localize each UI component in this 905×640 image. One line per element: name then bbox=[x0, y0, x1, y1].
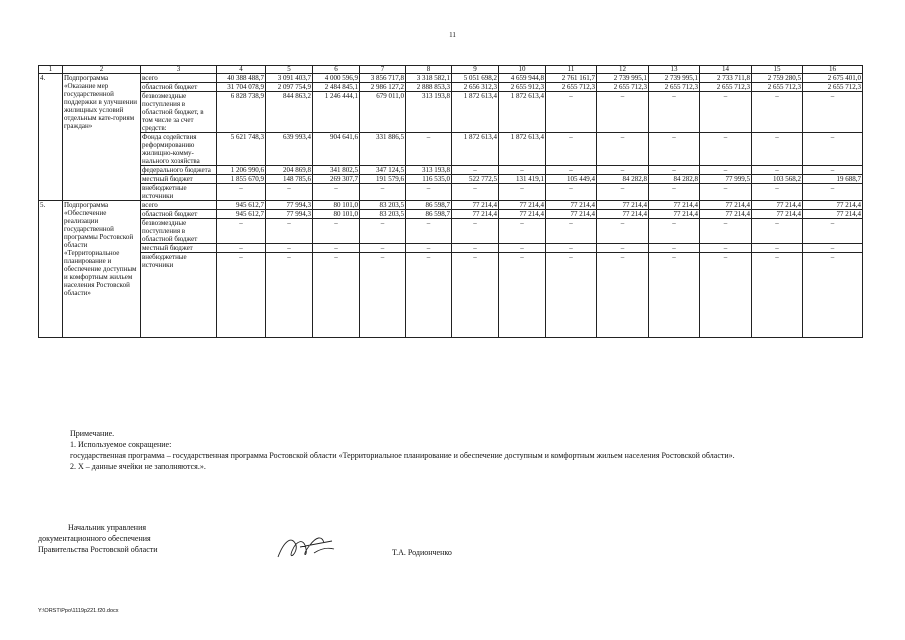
funding-source: безвозмездные поступления в областной бюджет bbox=[141, 219, 217, 244]
amount-cell: – bbox=[803, 92, 863, 133]
subprogram-title: Подпрограмма «Оказание мер государственной поддержки в улучшении жилищных условий отдельным кате-гориям граждан» bbox=[63, 74, 141, 201]
file-path: Y:\ORST\Ppo\1119p221.f20.docx bbox=[38, 608, 119, 614]
amount-cell: 77 214,4 bbox=[499, 210, 546, 219]
amount-cell: – bbox=[406, 219, 452, 244]
column-header: 2 bbox=[63, 66, 141, 74]
amount-cell: – bbox=[803, 219, 863, 244]
amount-cell: – bbox=[649, 166, 700, 175]
amount-cell: 77 214,4 bbox=[803, 210, 863, 219]
amount-cell: – bbox=[597, 253, 649, 338]
table-row bbox=[39, 133, 863, 166]
amount-cell: 204 869,8 bbox=[266, 166, 313, 175]
amount-cell: 522 772,5 bbox=[452, 175, 499, 184]
funding-source: местный бюджет bbox=[141, 244, 217, 253]
amount-cell: 2 759 280,5 bbox=[752, 74, 803, 83]
column-header: 12 bbox=[597, 66, 649, 74]
amount-cell: – bbox=[649, 244, 700, 253]
amount-cell: 83 203,5 bbox=[360, 201, 406, 210]
funding-source: федерального бюджета bbox=[141, 166, 217, 175]
notes-block bbox=[38, 428, 862, 472]
amount-cell: 77 999,5 bbox=[700, 175, 752, 184]
amount-cell: 2 675 401,0 bbox=[803, 74, 863, 83]
funding-source: внебюджетные источники bbox=[141, 253, 217, 338]
amount-cell: 77 214,4 bbox=[452, 210, 499, 219]
amount-cell: 83 203,5 bbox=[360, 210, 406, 219]
amount-cell: 3 091 403,7 bbox=[266, 74, 313, 83]
amount-cell: – bbox=[313, 244, 360, 253]
column-header: 6 bbox=[313, 66, 360, 74]
amount-cell: 2 986 127,2 bbox=[360, 83, 406, 92]
amount-cell: – bbox=[546, 133, 597, 166]
amount-cell: – bbox=[266, 244, 313, 253]
row-number: 5. bbox=[39, 201, 63, 338]
amount-cell: – bbox=[499, 253, 546, 338]
notes-item-2: 2. Х – данные ячейки не заполняются.». bbox=[70, 462, 206, 471]
amount-cell: – bbox=[452, 244, 499, 253]
funding-source: областной бюджет bbox=[141, 210, 217, 219]
amount-cell: – bbox=[217, 244, 266, 253]
amount-cell: – bbox=[266, 253, 313, 338]
table-row bbox=[39, 74, 863, 83]
amount-cell: 2 656 312,3 bbox=[452, 83, 499, 92]
amount-cell: 2 888 853,3 bbox=[406, 83, 452, 92]
table-row bbox=[39, 253, 863, 338]
page-number: 11 bbox=[449, 31, 456, 39]
amount-cell: 19 688,7 bbox=[803, 175, 863, 184]
amount-cell: – bbox=[803, 244, 863, 253]
amount-cell: – bbox=[499, 166, 546, 175]
amount-cell: 2 655 712,3 bbox=[597, 83, 649, 92]
funding-source: всего bbox=[141, 74, 217, 83]
amount-cell: 103 568,2 bbox=[752, 175, 803, 184]
funding-source: безвозмездные поступления в областной бюджет, в том числе за счет средств: bbox=[141, 92, 217, 133]
amount-cell: 347 124,5 bbox=[360, 166, 406, 175]
amount-cell: 77 214,4 bbox=[700, 201, 752, 210]
amount-cell: – bbox=[752, 219, 803, 244]
amount-cell: 5 621 748,3 bbox=[217, 133, 266, 166]
amount-cell: 1 872 613,4 bbox=[452, 92, 499, 133]
column-header: 14 bbox=[700, 66, 752, 74]
notes-item-1-text: государственная программа – государственная программа Ростовской области «Территориальное планирование и обеспечение доступным и комфортным жильем населения Ростовской области». bbox=[70, 451, 735, 460]
notes-item-1: 1. Используемое сокращение: bbox=[70, 440, 172, 449]
amount-cell: 77 214,4 bbox=[546, 201, 597, 210]
amount-cell: 86 598,7 bbox=[406, 201, 452, 210]
amount-cell: – bbox=[360, 184, 406, 201]
table-row bbox=[39, 184, 863, 201]
amount-cell: 2 655 712,3 bbox=[700, 83, 752, 92]
amount-cell: 2 739 995,1 bbox=[649, 74, 700, 83]
amount-cell: – bbox=[217, 253, 266, 338]
amount-cell: 904 641,6 bbox=[313, 133, 360, 166]
column-header: 10 bbox=[499, 66, 546, 74]
amount-cell: 3 318 582,1 bbox=[406, 74, 452, 83]
amount-cell: 2 655 712,3 bbox=[649, 83, 700, 92]
amount-cell: 77 214,4 bbox=[452, 201, 499, 210]
amount-cell: 4 659 944,8 bbox=[499, 74, 546, 83]
amount-cell: 1 855 670,9 bbox=[217, 175, 266, 184]
signatory-name: Т.А. Родионченко bbox=[392, 548, 452, 557]
amount-cell: 269 307,7 bbox=[313, 175, 360, 184]
amount-cell: – bbox=[803, 166, 863, 175]
column-header: 9 bbox=[452, 66, 499, 74]
column-header: 16 bbox=[803, 66, 863, 74]
amount-cell: – bbox=[452, 184, 499, 201]
amount-cell: – bbox=[499, 184, 546, 201]
amount-cell: – bbox=[406, 184, 452, 201]
amount-cell: 86 598,7 bbox=[406, 210, 452, 219]
amount-cell: 77 994,3 bbox=[266, 210, 313, 219]
funding-source: внебюджетные источники bbox=[141, 184, 217, 201]
amount-cell: – bbox=[752, 92, 803, 133]
table-row bbox=[39, 83, 863, 92]
amount-cell: 4 000 596,9 bbox=[313, 74, 360, 83]
table-row bbox=[39, 201, 863, 210]
table-row bbox=[39, 175, 863, 184]
budget-table bbox=[38, 65, 863, 338]
column-header: 13 bbox=[649, 66, 700, 74]
amount-cell: 77 214,4 bbox=[546, 210, 597, 219]
amount-cell: – bbox=[546, 219, 597, 244]
table-row bbox=[39, 166, 863, 175]
amount-cell: – bbox=[803, 133, 863, 166]
amount-cell: 844 863,2 bbox=[266, 92, 313, 133]
amount-cell: – bbox=[597, 244, 649, 253]
amount-cell: 84 282,8 bbox=[649, 175, 700, 184]
column-header: 11 bbox=[546, 66, 597, 74]
amount-cell: – bbox=[452, 219, 499, 244]
amount-cell: – bbox=[700, 133, 752, 166]
amount-cell: 313 193,8 bbox=[406, 166, 452, 175]
column-header: 7 bbox=[360, 66, 406, 74]
amount-cell: – bbox=[360, 253, 406, 338]
amount-cell: 2 484 845,1 bbox=[313, 83, 360, 92]
amount-cell: – bbox=[752, 184, 803, 201]
amount-cell: 679 011,0 bbox=[360, 92, 406, 133]
amount-cell: 2 761 161,7 bbox=[546, 74, 597, 83]
amount-cell: 2 655 712,3 bbox=[803, 83, 863, 92]
amount-cell: – bbox=[700, 253, 752, 338]
amount-cell: 945 612,7 bbox=[217, 201, 266, 210]
amount-cell: 2 733 711,8 bbox=[700, 74, 752, 83]
amount-cell: 2 655 912,3 bbox=[499, 83, 546, 92]
table-row bbox=[39, 210, 863, 219]
amount-cell: 945 612,7 bbox=[217, 210, 266, 219]
amount-cell: – bbox=[406, 253, 452, 338]
column-header: 1 bbox=[39, 66, 63, 74]
amount-cell: – bbox=[546, 253, 597, 338]
amount-cell: – bbox=[752, 166, 803, 175]
amount-cell: – bbox=[803, 253, 863, 338]
amount-cell: 77 214,4 bbox=[597, 210, 649, 219]
amount-cell: – bbox=[217, 184, 266, 201]
amount-cell: – bbox=[360, 244, 406, 253]
amount-cell: – bbox=[499, 244, 546, 253]
amount-cell: 1 872 613,4 bbox=[499, 92, 546, 133]
amount-cell: – bbox=[546, 244, 597, 253]
amount-cell: 77 214,4 bbox=[803, 201, 863, 210]
funding-source: Фонда содействия реформированию жилищно-комму-нального хозяйства bbox=[141, 133, 217, 166]
amount-cell: – bbox=[360, 219, 406, 244]
amount-cell: 77 994,3 bbox=[266, 201, 313, 210]
column-header: 8 bbox=[406, 66, 452, 74]
amount-cell: 313 193,8 bbox=[406, 92, 452, 133]
amount-cell: – bbox=[752, 244, 803, 253]
column-header: 5 bbox=[266, 66, 313, 74]
amount-cell: – bbox=[406, 133, 452, 166]
row-number: 4. bbox=[39, 74, 63, 201]
amount-cell: – bbox=[649, 253, 700, 338]
amount-cell: – bbox=[217, 219, 266, 244]
amount-cell: 77 214,4 bbox=[597, 201, 649, 210]
amount-cell: – bbox=[597, 219, 649, 244]
funding-source: местный бюджет bbox=[141, 175, 217, 184]
amount-cell: 77 214,4 bbox=[649, 210, 700, 219]
amount-cell: 639 993,4 bbox=[266, 133, 313, 166]
amount-cell: 131 419,1 bbox=[499, 175, 546, 184]
amount-cell: 77 214,4 bbox=[700, 210, 752, 219]
amount-cell: 84 282,8 bbox=[597, 175, 649, 184]
amount-cell: – bbox=[700, 219, 752, 244]
amount-cell: 77 214,4 bbox=[752, 210, 803, 219]
amount-cell: 2 655 712,3 bbox=[752, 83, 803, 92]
amount-cell: 31 704 078,9 bbox=[217, 83, 266, 92]
handwritten-signature bbox=[270, 527, 340, 567]
amount-cell: – bbox=[597, 133, 649, 166]
amount-cell: – bbox=[266, 219, 313, 244]
notes-heading: Примечание. bbox=[70, 429, 115, 438]
table-body bbox=[39, 66, 863, 338]
amount-cell: – bbox=[803, 184, 863, 201]
amount-cell: 2 655 712,3 bbox=[546, 83, 597, 92]
amount-cell: – bbox=[700, 92, 752, 133]
amount-cell: – bbox=[452, 166, 499, 175]
signature-block bbox=[38, 522, 158, 555]
amount-cell: 1 246 444,1 bbox=[313, 92, 360, 133]
signature-line-1: Начальник управления bbox=[68, 523, 147, 532]
column-header: 15 bbox=[752, 66, 803, 74]
amount-cell: 77 214,4 bbox=[499, 201, 546, 210]
amount-cell: – bbox=[649, 92, 700, 133]
signature-line-2: документационного обеспечения bbox=[38, 534, 151, 543]
amount-cell: 148 785,6 bbox=[266, 175, 313, 184]
amount-cell: 191 579,6 bbox=[360, 175, 406, 184]
amount-cell: – bbox=[649, 219, 700, 244]
subprogram-title: Подпрограмма «Обеспечение реализации государственной программы Ростовской области «Территориальное планирование и обеспечение доступным и комфортным жильем населения Ростовской области» bbox=[63, 201, 141, 338]
amount-cell: 1 872 613,4 bbox=[499, 133, 546, 166]
amount-cell: – bbox=[546, 184, 597, 201]
table-row bbox=[39, 92, 863, 133]
amount-cell: – bbox=[313, 219, 360, 244]
amount-cell: – bbox=[700, 184, 752, 201]
amount-cell: 80 101,0 bbox=[313, 201, 360, 210]
amount-cell: – bbox=[752, 253, 803, 338]
amount-cell: – bbox=[546, 166, 597, 175]
amount-cell: 341 802,5 bbox=[313, 166, 360, 175]
amount-cell: 5 051 698,2 bbox=[452, 74, 499, 83]
amount-cell: 116 535,0 bbox=[406, 175, 452, 184]
amount-cell: 6 828 738,9 bbox=[217, 92, 266, 133]
amount-cell: – bbox=[597, 184, 649, 201]
amount-cell: 2 097 754,9 bbox=[266, 83, 313, 92]
funding-source: всего bbox=[141, 201, 217, 210]
amount-cell: – bbox=[313, 253, 360, 338]
amount-cell: 331 886,5 bbox=[360, 133, 406, 166]
amount-cell: 77 214,4 bbox=[752, 201, 803, 210]
amount-cell: – bbox=[649, 184, 700, 201]
amount-cell: – bbox=[313, 184, 360, 201]
amount-cell: – bbox=[752, 133, 803, 166]
amount-cell: 1 872 613,4 bbox=[452, 133, 499, 166]
table-row bbox=[39, 219, 863, 244]
amount-cell: – bbox=[597, 166, 649, 175]
amount-cell: 3 856 717,8 bbox=[360, 74, 406, 83]
amount-cell: 1 206 990,6 bbox=[217, 166, 266, 175]
amount-cell: – bbox=[452, 253, 499, 338]
amount-cell: – bbox=[266, 184, 313, 201]
signature-line-3: Правительства Ростовской области bbox=[38, 545, 158, 554]
table-row bbox=[39, 244, 863, 253]
table-header-row bbox=[39, 66, 863, 74]
funding-source: областной бюджет bbox=[141, 83, 217, 92]
amount-cell: – bbox=[649, 133, 700, 166]
amount-cell: 80 101,0 bbox=[313, 210, 360, 219]
amount-cell: – bbox=[700, 166, 752, 175]
column-header: 3 bbox=[141, 66, 217, 74]
column-header: 4 bbox=[217, 66, 266, 74]
amount-cell: 105 449,4 bbox=[546, 175, 597, 184]
amount-cell: – bbox=[406, 244, 452, 253]
amount-cell: 77 214,4 bbox=[649, 201, 700, 210]
amount-cell: – bbox=[546, 92, 597, 133]
amount-cell: 2 739 995,1 bbox=[597, 74, 649, 83]
amount-cell: – bbox=[499, 219, 546, 244]
amount-cell: – bbox=[597, 92, 649, 133]
amount-cell: – bbox=[700, 244, 752, 253]
amount-cell: 40 388 488,7 bbox=[217, 74, 266, 83]
